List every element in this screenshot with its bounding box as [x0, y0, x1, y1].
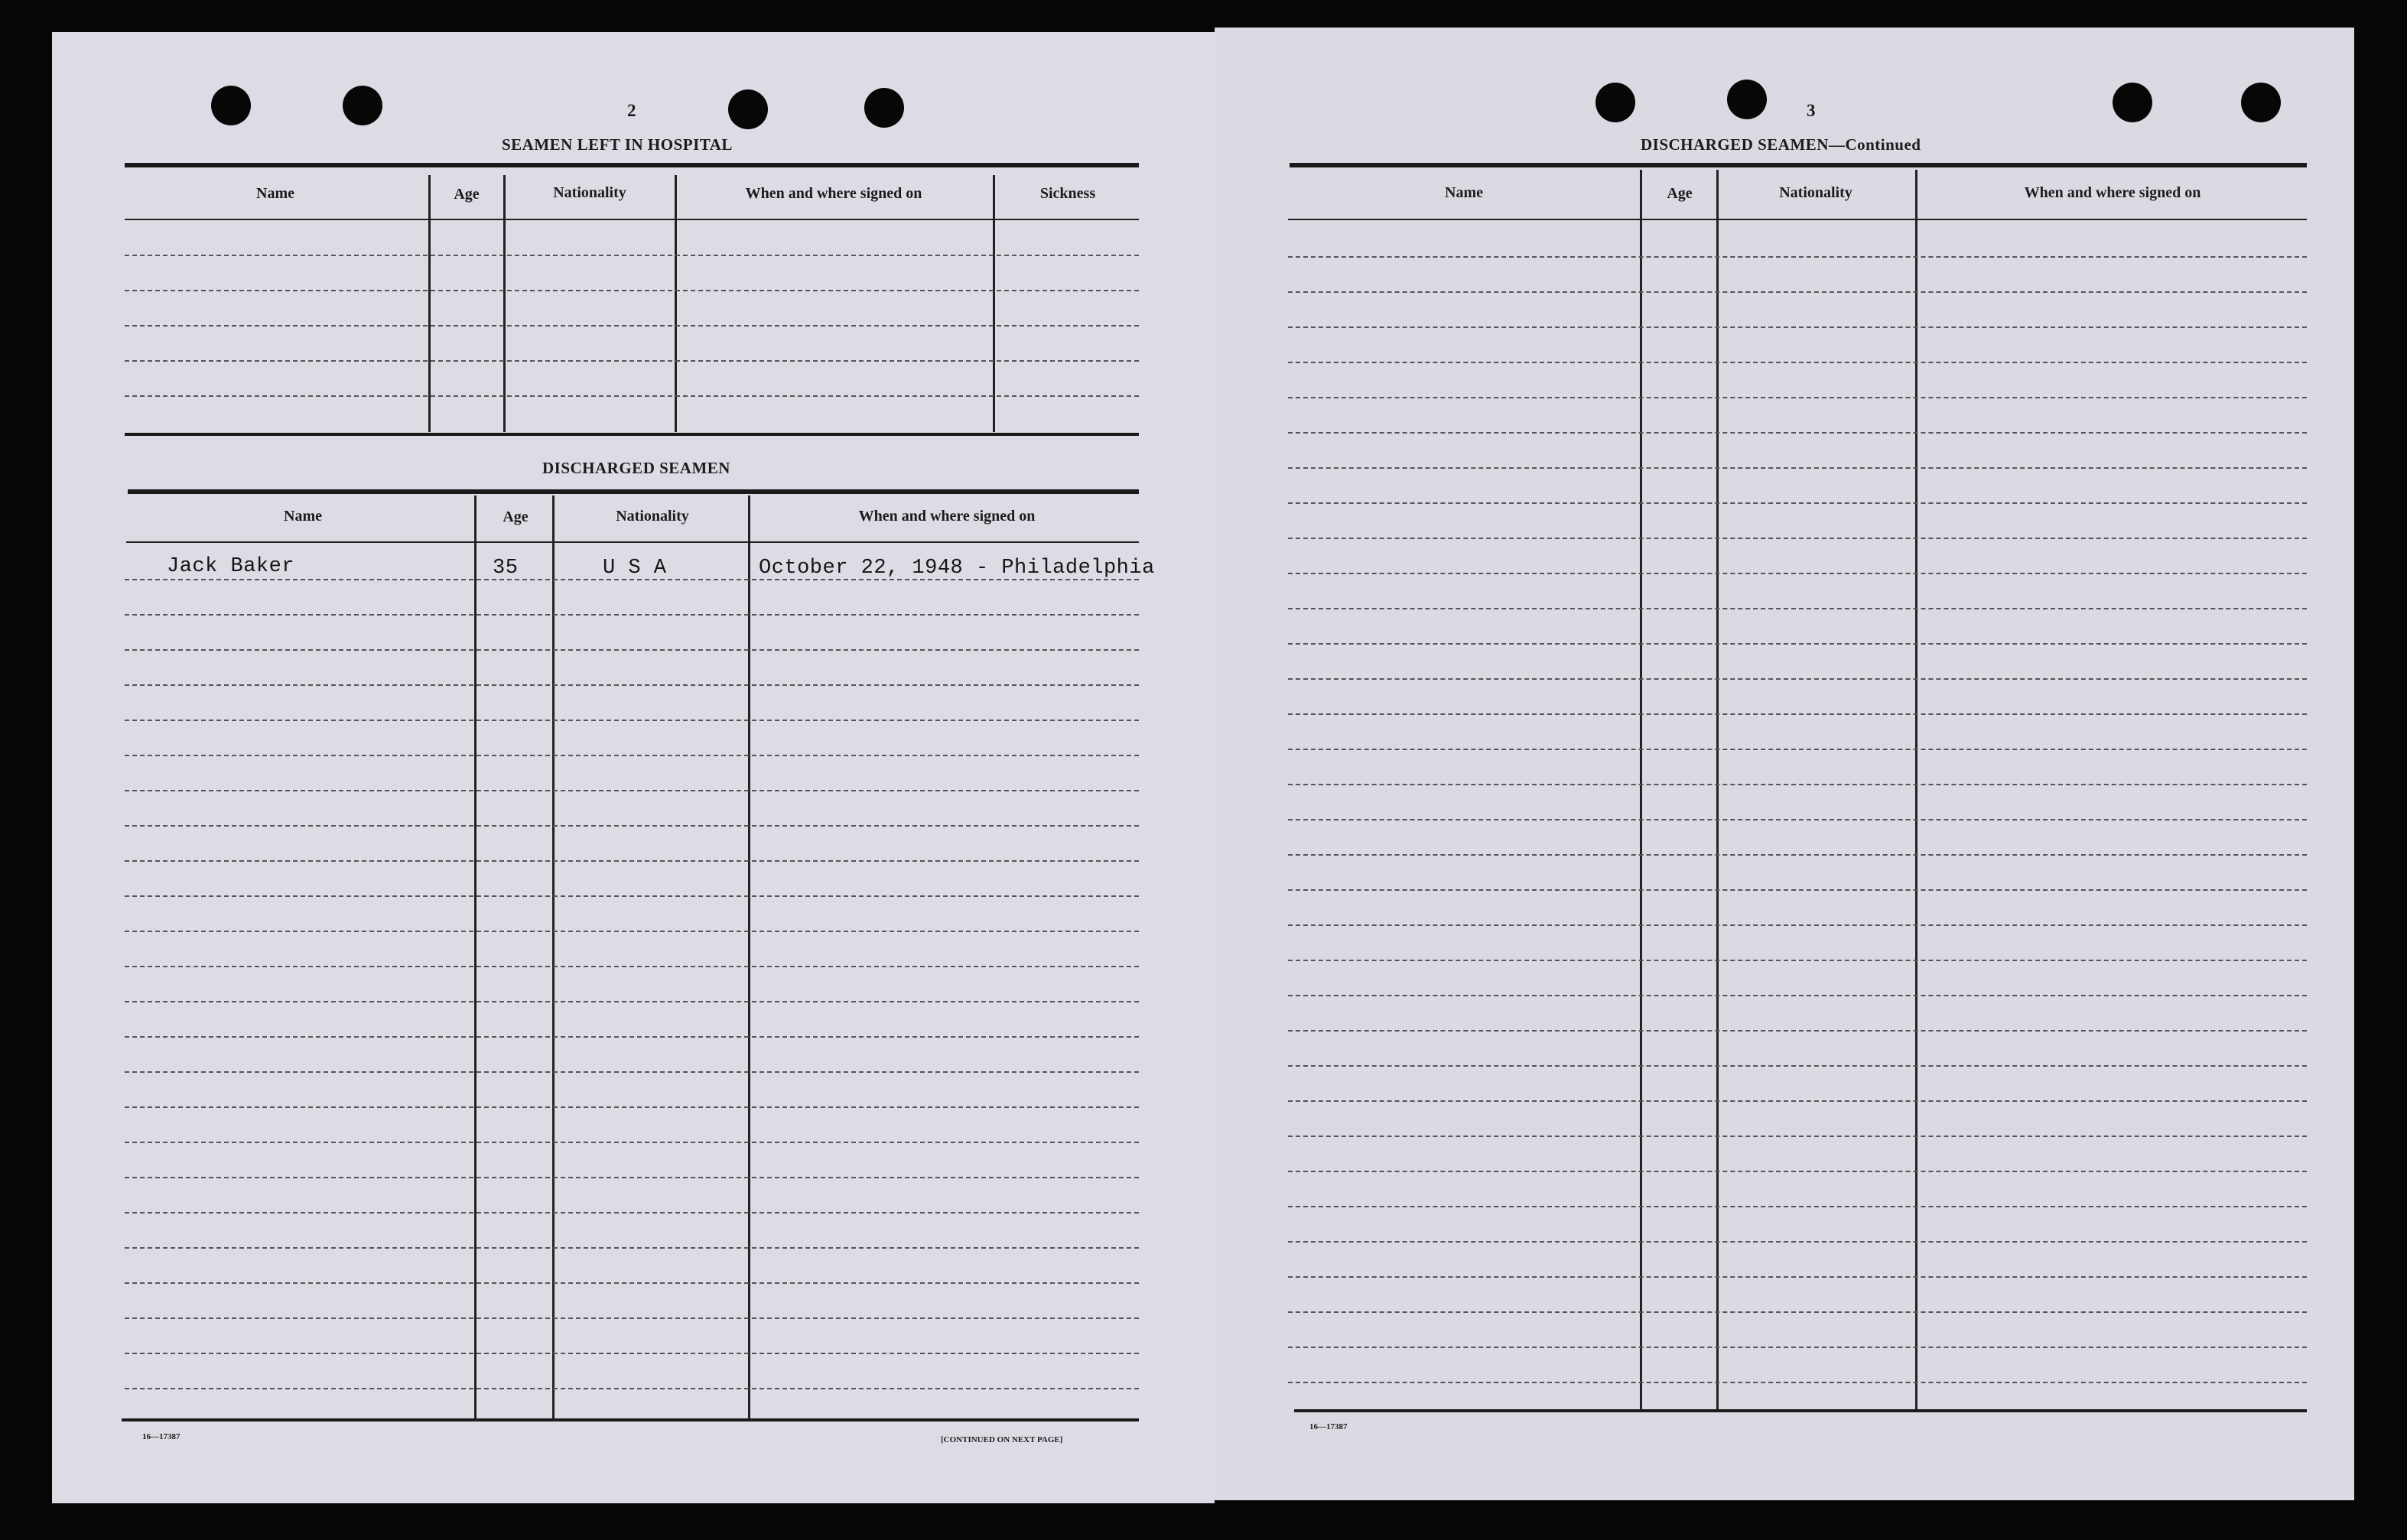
title-suffix: —Continued — [1828, 135, 1921, 154]
discharged-row-line — [125, 1036, 1139, 1038]
row-line — [1288, 713, 2307, 715]
discharged-continued-title — [1641, 135, 1921, 154]
hospital-header-rule — [125, 219, 1139, 220]
entry-signed-on: October 22, 1948 - Philadelphia — [759, 557, 1155, 580]
discharged-bottom-rule — [122, 1418, 1139, 1421]
row-line — [1288, 678, 2307, 680]
column-divider — [1640, 170, 1642, 1410]
right-top-rule — [1290, 163, 2307, 167]
page-number: 3 — [1807, 101, 1816, 120]
column-divider — [748, 495, 750, 1419]
row-line — [1288, 1206, 2307, 1207]
row-line — [1288, 432, 2307, 434]
row-line — [1288, 1311, 2307, 1313]
discharged-header-rule — [126, 541, 1139, 543]
form-number: 16—17387 — [1309, 1422, 1348, 1431]
right-col-name: Name — [1445, 184, 1483, 201]
row-line — [1288, 502, 2307, 504]
discharged-row-line — [125, 895, 1139, 897]
discharged-row-line — [125, 1001, 1139, 1002]
row-line — [1288, 1382, 2307, 1383]
row-line — [1288, 643, 2307, 645]
row-line — [1288, 1100, 2307, 1102]
column-divider — [474, 495, 477, 1419]
discharged-row-line — [125, 1177, 1139, 1178]
discharged-col-age: Age — [503, 508, 529, 525]
row-line — [1288, 1241, 2307, 1243]
binder-hole — [1727, 80, 1767, 119]
row-line — [1288, 538, 2307, 539]
row-line — [1288, 467, 2307, 469]
discharged-row-line — [125, 790, 1139, 791]
row-line — [1288, 889, 2307, 891]
hospital-row-line — [125, 290, 1139, 291]
row-line — [1288, 1276, 2307, 1278]
column-divider — [675, 175, 677, 432]
hospital-row-line — [125, 360, 1139, 362]
row-line — [1288, 327, 2307, 328]
row-line — [1288, 749, 2307, 750]
discharged-section-title: DISCHARGED SEAMEN — [542, 459, 730, 477]
column-divider — [1915, 170, 1917, 1410]
row-line — [1288, 291, 2307, 293]
binder-hole — [2241, 83, 2281, 122]
row-line — [1288, 819, 2307, 820]
discharged-row-line — [125, 614, 1139, 616]
discharged-row-line — [125, 755, 1139, 756]
discharged-row-line — [125, 1353, 1139, 1354]
hospital-col-sickness: Sickness — [1039, 185, 1096, 202]
hospital-bottom-rule — [125, 433, 1139, 436]
discharged-col-name: Name — [284, 508, 322, 525]
continued-note: [CONTINUED ON NEXT PAGE] — [941, 1435, 1063, 1444]
hospital-col-nationality: Nationality — [553, 184, 626, 201]
discharged-row-line — [125, 720, 1139, 721]
row-line — [1288, 397, 2307, 398]
row-line — [1288, 608, 2307, 609]
hospital-section-title: SEAMEN LEFT IN HOSPITAL — [502, 135, 733, 154]
hospital-col-age: Age — [454, 186, 480, 203]
discharged-row-line — [125, 579, 1139, 580]
row-line — [1288, 960, 2307, 961]
page-number: 2 — [627, 101, 636, 120]
binder-hole — [343, 86, 382, 125]
row-line — [1288, 995, 2307, 996]
row-line — [1288, 924, 2307, 926]
discharged-row-line — [125, 1071, 1139, 1073]
row-line — [1288, 854, 2307, 856]
column-divider — [428, 175, 431, 432]
discharged-top-rule — [128, 489, 1139, 494]
discharged-col-signed-on: When and where signed on — [858, 508, 1036, 525]
binder-hole — [211, 86, 251, 125]
discharged-row-line — [125, 860, 1139, 862]
hospital-row-line — [125, 255, 1139, 256]
discharged-row-line — [125, 1142, 1139, 1143]
row-line — [1288, 1171, 2307, 1172]
right-col-age: Age — [1667, 185, 1693, 202]
discharged-row-line — [125, 931, 1139, 932]
column-divider — [993, 175, 995, 432]
entry-name: Jack Baker — [167, 555, 295, 578]
discharged-row-line — [125, 1317, 1139, 1319]
discharged-row-line — [125, 966, 1139, 967]
hospital-col-signed-on: When and where signed on — [745, 185, 922, 202]
discharged-row-line — [125, 1282, 1139, 1284]
form-number: 16—17387 — [142, 1432, 181, 1441]
discharged-row-line — [125, 1247, 1139, 1249]
discharged-row-line — [125, 1388, 1139, 1389]
row-line — [1288, 784, 2307, 785]
right-bottom-rule — [1294, 1409, 2307, 1412]
row-line — [1288, 1136, 2307, 1137]
discharged-row-line — [125, 684, 1139, 686]
title-main: DISCHARGED SEAMEN — [1641, 135, 1829, 154]
hospital-row-line — [125, 395, 1139, 397]
discharged-row-line — [125, 649, 1139, 651]
right-col-nationality: Nationality — [1779, 184, 1852, 201]
discharged-row-line — [125, 825, 1139, 827]
discharged-row-line — [125, 1212, 1139, 1213]
discharged-col-nationality: Nationality — [616, 508, 689, 525]
right-header-rule — [1288, 219, 2307, 220]
hospital-row-line — [125, 325, 1139, 327]
row-line — [1288, 1347, 2307, 1348]
column-divider — [503, 175, 506, 432]
column-divider — [552, 495, 555, 1419]
hospital-col-name: Name — [256, 185, 294, 202]
entry-nationality: U S A — [603, 557, 667, 580]
row-line — [1288, 256, 2307, 258]
entry-age: 35 — [493, 557, 519, 580]
right-col-signed-on: When and where signed on — [2024, 184, 2201, 201]
binder-hole — [2113, 83, 2152, 122]
right-page — [1215, 28, 2354, 1500]
row-line — [1288, 573, 2307, 574]
binder-hole — [864, 88, 904, 128]
row-line — [1288, 1030, 2307, 1032]
binder-hole — [1595, 83, 1635, 122]
column-divider — [1716, 170, 1719, 1410]
discharged-row-line — [125, 1106, 1139, 1108]
hospital-top-rule — [125, 163, 1139, 167]
row-line — [1288, 362, 2307, 363]
row-line — [1288, 1065, 2307, 1067]
binder-hole — [728, 89, 768, 129]
